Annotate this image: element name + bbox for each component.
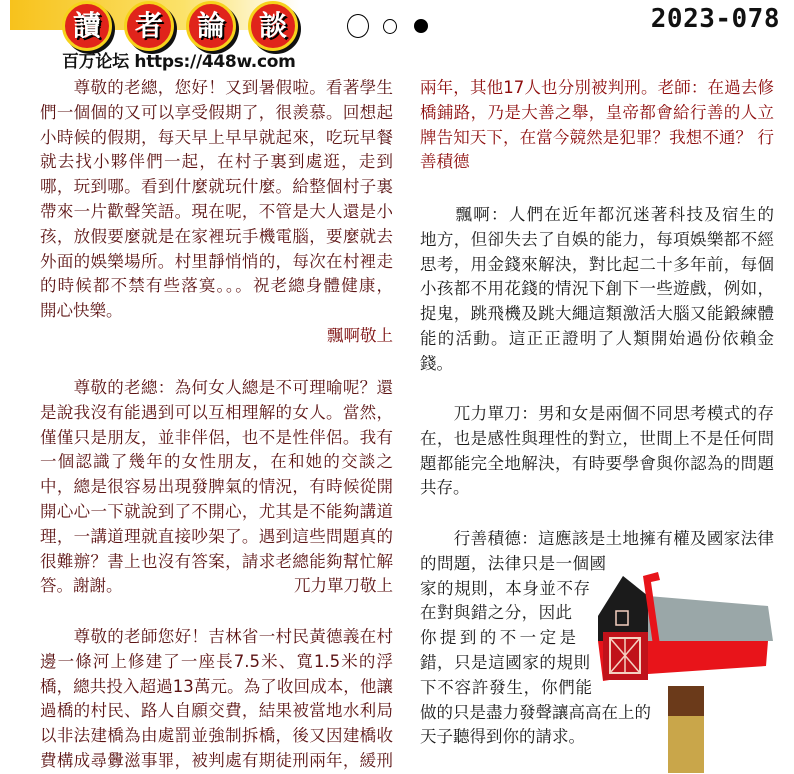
signature: 飄啊敬上	[327, 325, 393, 345]
filled-circle-icon	[414, 19, 428, 33]
text-line: 僅僅只是朋友，並非伴侶，也不是性伴侶。我有	[40, 427, 393, 447]
reply-2	[420, 402, 774, 501]
text-line: 錯，只是這國家的規則	[420, 652, 590, 672]
text-line: 共存。	[420, 478, 470, 498]
text-line: 橋，總共投入超過13萬元。為了收回成本，他讓	[40, 676, 393, 696]
text-line: 是說我沒有能遇到可以互相理解的女人。當然，	[40, 402, 393, 422]
hollow-circle-icon	[383, 19, 397, 34]
text-line: 下不容許發生，你們能	[420, 677, 592, 697]
text-line: 善積德	[420, 152, 470, 172]
text-line: 家的規則，本身並不存	[420, 578, 590, 598]
text-line: 孩，放假要麼就是在家裡玩手機電腦，要麼就去	[40, 226, 393, 246]
text-line: 費構成尋釁滋事罪，被判處有期徒刑兩年，緩刑	[40, 750, 393, 770]
title-char: 談	[248, 1, 298, 51]
reply-1	[420, 203, 774, 377]
text-line: 們一個個的又可以享受假期了，很羨慕。回想起	[40, 102, 393, 122]
text-line: 天子聽得到你的請求。	[420, 727, 585, 747]
text-line: 橋鋪路，乃是大善之舉，皇帝都會給行善的人立	[420, 102, 774, 122]
watermark-text: 百万论坛 https://448w.com	[62, 52, 296, 72]
text-line: 題都能完全地解決，有時要學會與你認為的問題	[420, 453, 774, 473]
text-line: 開心心一下就說到了不開心，尤其是不能夠講道	[40, 501, 393, 521]
text-line: 以非法建橋為由處罰並強制拆橋，後又因建橋收	[40, 726, 393, 746]
text-line: 做的只是盡力發聲讓高高在上的	[420, 702, 651, 722]
text-line: 飄啊：人們在近年都沉迷著科技及宿生的	[420, 205, 774, 224]
letter-3-continued	[420, 76, 774, 175]
issue-number: 2023-078	[650, 4, 780, 34]
text-line: 邊一條河上修建了一座長7.5米、寬1.5米的浮	[40, 651, 393, 671]
title-char: 論	[186, 1, 236, 51]
text-line: 尊敬的老總，您好！又到暑假啦。看著學生	[40, 78, 393, 97]
text-line	[40, 574, 393, 599]
text-line: 錢。	[420, 353, 453, 373]
text-line: 兩年，其他17人也分別被判刑。老師：在過去修	[420, 78, 774, 97]
text-line: 牌告知天下，在當今競然是犯罪？我想不通？ 行	[420, 127, 774, 147]
post-shadow	[668, 686, 704, 716]
text-line: 帶來一片歡聲笑語。現在呢，不管是大人還是小	[40, 201, 393, 221]
text-line: 的時候都不禁有些落寞。。。祝老總身體健康，	[40, 276, 393, 296]
text-line: 外面的娛樂場所。村里靜悄悄的，每次在村裡走	[40, 251, 393, 271]
text-line: 中，總是很容易出現發脾氣的情況，有時候從開	[40, 477, 393, 497]
text-line: 很難辦？書上也沒有答案，請求老總能夠幫忙解	[40, 551, 393, 571]
text-line: 理，一講道理就直接吵架了。遇到這些問題真的	[40, 526, 393, 546]
hollow-circle-icon	[347, 14, 369, 38]
text-line: 尊敬的老總：為何女人總是不可理喻呢？還	[40, 378, 393, 397]
text-line: 哪，玩到哪。看到什麼就玩什麼。給整個村子裏	[40, 177, 393, 197]
letter-1	[40, 76, 393, 349]
text-line: 在對與錯之分，因此	[420, 603, 572, 623]
text-line: 的問題，法律只是一個國	[420, 553, 606, 573]
title-char: 者	[124, 1, 174, 51]
text-line: 就去找小夥伴們一起，在村子裏到處逛，走到	[40, 152, 393, 172]
text-line: 小孩都不用花錢的情況下創下一些遊戲，例如，	[420, 279, 774, 299]
text-line: 能的活動。這正正證明了人類開始過份依賴金	[420, 328, 774, 348]
text-line: 一個認識了幾年的女性朋友，在和她的交談之	[40, 452, 393, 472]
text-line: 兀力單刀：男和女是兩個不同思考模式的存	[420, 404, 774, 423]
text-line: 小時候的假期，每天早上早早就起來，吃玩早餐	[40, 127, 393, 147]
text-line: 在，也是感性與理性的對立，世間上不是任何問	[420, 428, 774, 448]
text-line: 捉鬼，跳飛機及跳大繩這類激活大腦又能鍛練體	[420, 304, 774, 324]
text-line: 你提到的不一定是	[420, 628, 576, 648]
text-line: 地方，但卻失去了自娛的能力，每項娛樂都不經	[420, 229, 774, 249]
letter-3	[40, 625, 393, 774]
mailbox-front-top	[598, 576, 648, 641]
text-line: 尊敬的老師您好！吉林省一村民黃德義在村	[40, 627, 393, 646]
text-line: 開心快樂。	[40, 301, 123, 321]
text-line: 思考，用金錢來解決，對比起二十多年前，每個	[420, 254, 774, 274]
text-line: 行善積德：這應該是土地擁有權及國家法律	[420, 529, 774, 548]
text-line: 過橋的村民、路人自願交費，結果被當地水利局	[40, 701, 393, 721]
signature: 兀力單刀敬上	[294, 576, 393, 596]
letter-2	[40, 376, 393, 599]
text-line: 答。謝謝。	[40, 576, 123, 596]
mailbox-image	[588, 566, 783, 773]
title-char: 讀	[62, 1, 112, 51]
